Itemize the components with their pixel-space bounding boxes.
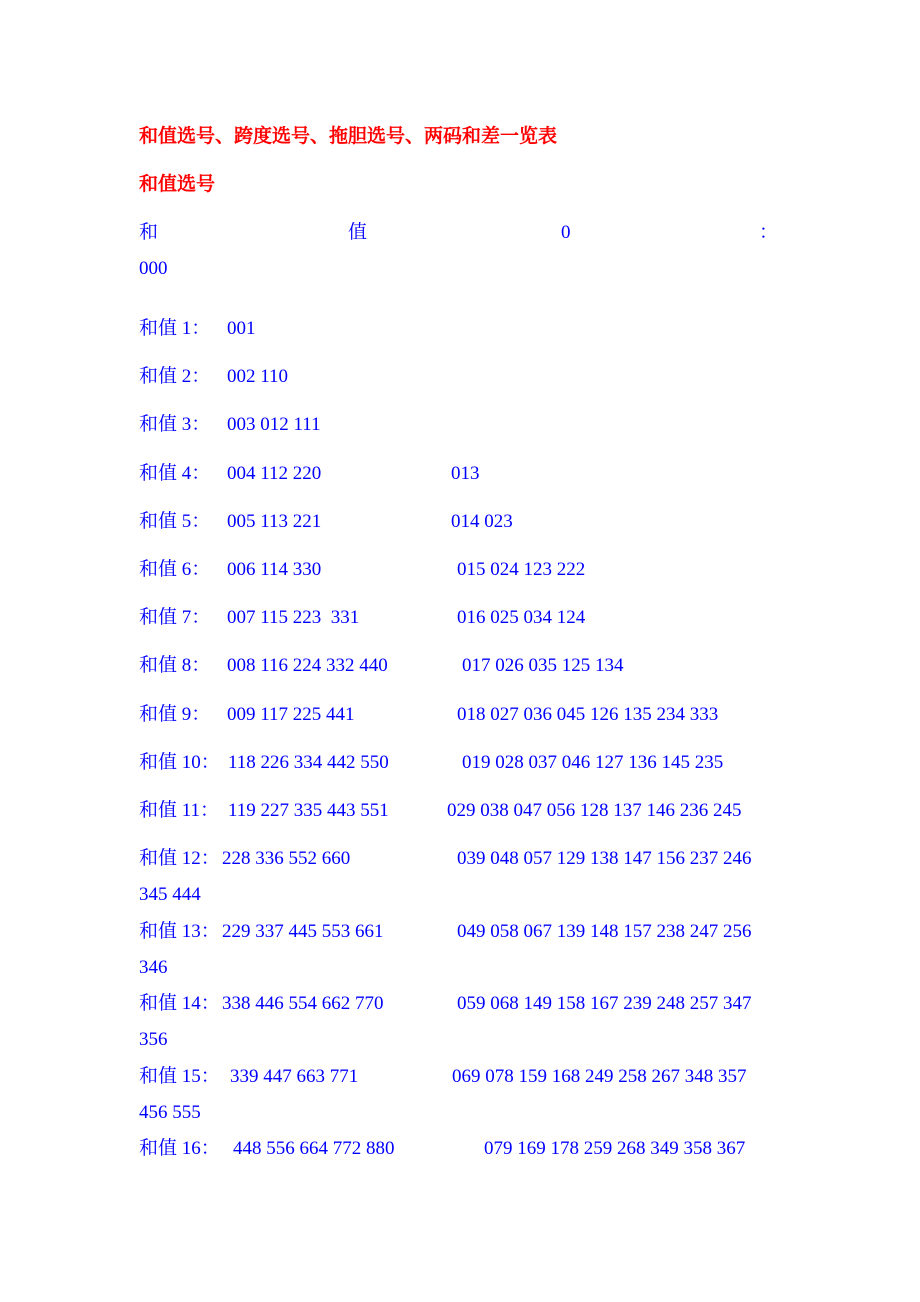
row-group1: 119 227 335 443 551 [228,800,389,821]
row-group1: 339 447 663 771 [230,1066,359,1087]
row-label: 和值 15： [139,1066,220,1087]
row-group1: 004 112 220 [227,463,322,484]
row-group1: 007 115 223 331 [227,607,360,628]
row-group1: 001 [227,318,256,339]
row-group2: 039 048 057 129 138 147 156 237 246 [457,848,752,869]
row-label: 和值 2： [139,366,211,387]
row-group1: 006 114 330 [227,559,322,580]
row-group2: 014 023 [451,511,513,532]
row-label: 和值 8： [139,655,211,676]
row0-part-zhi: 值 [348,222,368,243]
row-label: 和值 3： [139,414,211,435]
row-group1: 228 336 552 660 [222,848,351,869]
row0-part-he: 和 [139,222,159,243]
row-label: 和值 13： [139,921,220,942]
row-group2: 015 024 123 222 [457,559,586,580]
row-label: 和值 14： [139,993,220,1014]
row-label: 和值 7： [139,607,211,628]
row-group2: 029 038 047 056 128 137 146 236 245 [447,800,742,821]
row-group2: 017 026 035 125 134 [462,655,624,676]
row-continuation: 346 [139,957,168,978]
row-group2: 019 028 037 046 127 136 145 235 [462,752,724,773]
row-group1: 008 116 224 332 440 [227,655,388,676]
row-continuation: 345 444 [139,884,201,905]
row-group2: 016 025 034 124 [457,607,586,628]
row-group1: 338 446 554 662 770 [222,993,384,1014]
row-group1: 005 113 221 [227,511,322,532]
row-group1: 003 012 111 [227,414,321,435]
row0-part-zero: 0 [561,222,571,243]
row-label: 和值 16： [139,1138,220,1159]
document-title: 和值选号、跨度选号、拖胆选号、两码和差一览表 [139,125,558,147]
row-group1: 009 117 225 441 [227,704,355,725]
row0-part-colon: ： [759,222,779,243]
row-group1: 229 337 445 553 661 [222,921,384,942]
row-label: 和值 9： [139,704,211,725]
row-group2: 049 058 067 139 148 157 238 247 256 [457,921,752,942]
row-group2: 079 169 178 259 268 349 358 367 [484,1138,746,1159]
row-group2: 069 078 159 168 249 258 267 348 357 [452,1066,747,1087]
row-group1: 448 556 664 772 880 [233,1138,395,1159]
row-continuation: 356 [139,1029,168,1050]
row-label: 和值 10： [139,752,220,773]
row-continuation: 456 555 [139,1102,201,1123]
section-title: 和值选号 [139,173,216,195]
row-group1: 002 110 [227,366,289,387]
row-group2: 059 068 149 158 167 239 248 257 347 [457,993,752,1014]
row-group2: 018 027 036 045 126 135 234 333 [457,704,719,725]
row-label: 和值 11： [139,800,220,821]
row-group1: 118 226 334 442 550 [228,752,389,773]
row-label: 和值 4： [139,463,211,484]
row-label: 和值 12： [139,848,220,869]
row-group2: 013 [451,463,480,484]
row0-value: 000 [139,258,168,279]
row-label: 和值 5： [139,511,211,532]
row-label: 和值 6： [139,559,211,580]
row-label: 和值 1： [139,318,211,339]
